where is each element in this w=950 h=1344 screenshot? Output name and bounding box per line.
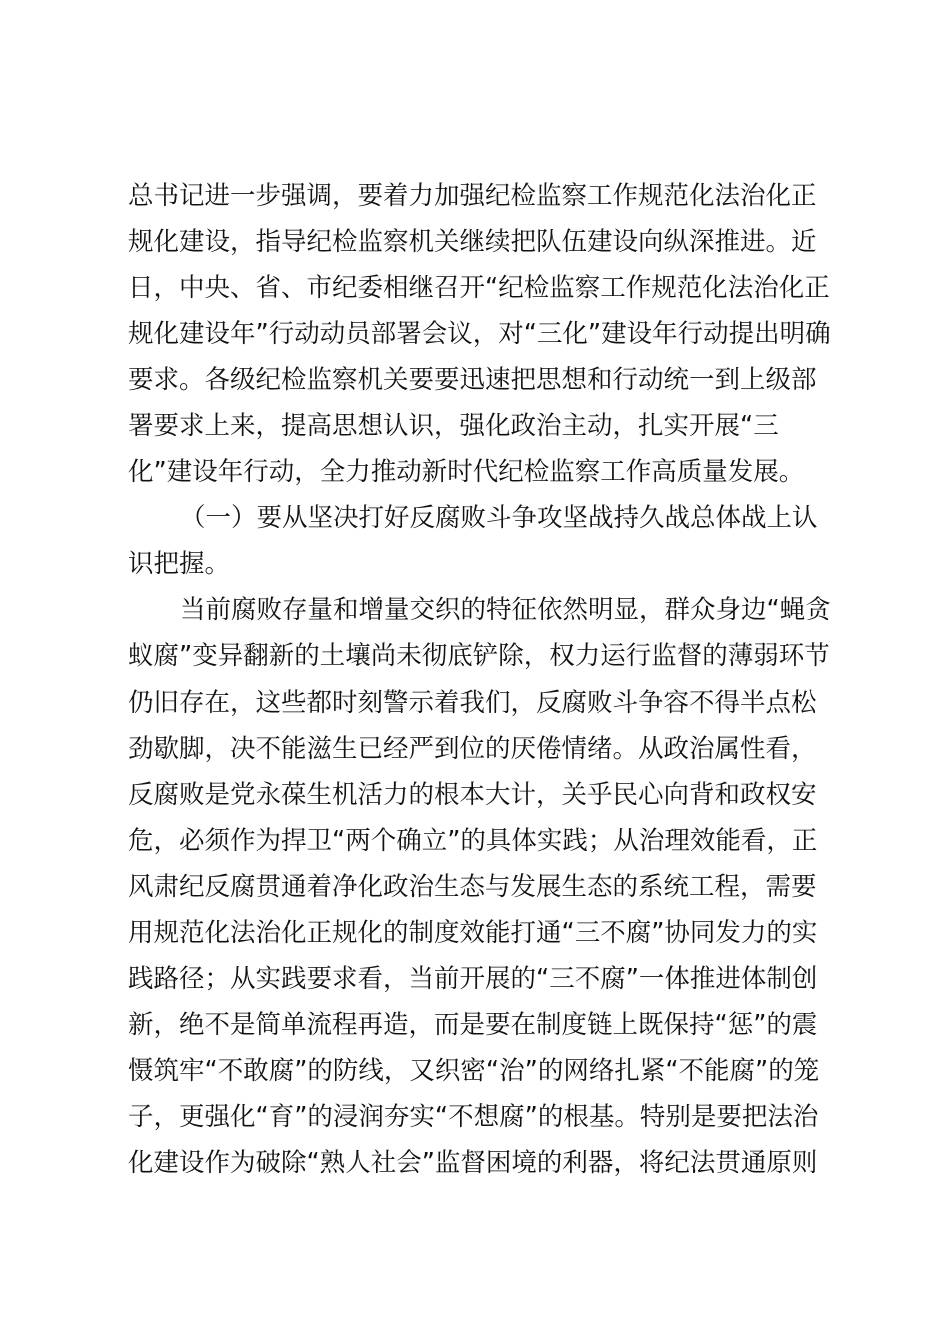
text-line: 蚁腐”变异翻新的土壤尚未彻底铲除，权力运行监督的薄弱环节 bbox=[128, 641, 830, 672]
text-line: 署要求上来，提高思想认识，强化政治主动，扎实开展“三 bbox=[128, 411, 779, 442]
section-heading: （一）要从坚决打好反腐败斗争攻坚战持久战总体战上认 bbox=[180, 503, 818, 534]
text-line: 劲歇脚，决不能滋生已经严到位的厌倦情绪。从政治属性看， bbox=[128, 733, 817, 764]
text-line: 危，必须作为捍卫“两个确立”的具体实践；从治理效能看，正 bbox=[128, 825, 818, 856]
text-line: 反腐败是党永葆生机活力的根本大计，关乎民心向背和政权安 bbox=[128, 779, 817, 810]
text-line: 日，中央、省、市纪委相继召开“纪检监察工作规范化法治化正 bbox=[128, 273, 830, 304]
text-line: 慑筑牢“不敢腐”的防线，又织密“治”的网络扎紧“不能腐”的笼 bbox=[128, 1055, 820, 1086]
text-line: 要求。各级纪检监察机关要要迅速把思想和行动统一到上级部 bbox=[128, 365, 817, 396]
paragraph-start: 当前腐败存量和增量交织的特征依然明显，群众身边“蝇贪 bbox=[180, 595, 831, 626]
document-body bbox=[128, 173, 833, 1186]
text-line: 用规范化法治化正规化的制度效能打通“三不腐”协同发力的实 bbox=[128, 917, 818, 948]
text-line: 仍旧存在，这些都时刻警示着我们，反腐败斗争容不得半点松 bbox=[128, 687, 817, 718]
text-line: 规化建设年”行动动员部署会议，对“三化”建设年行动提出明确 bbox=[128, 319, 831, 350]
text-line: 化”建设年行动，全力推动新时代纪检监察工作高质量发展。 bbox=[128, 457, 805, 488]
text-line: 化建设作为破除“熟人社会”监督困境的利器，将纪法贯通原则 bbox=[128, 1147, 818, 1178]
text-line: 总书记进一步强调，要着力加强纪检监察工作规范化法治化正 bbox=[128, 181, 817, 211]
text-line: 践路径；从实践要求看，当前开展的“三不腐”一体推进体制创 bbox=[128, 963, 818, 994]
text-line: 规化建设，指导纪检监察机关继续把队伍建设向纵深推进。近 bbox=[128, 227, 817, 258]
text-line: 风肃纪反腐贯通着净化政治生态与发展生态的系统工程，需要 bbox=[128, 871, 817, 902]
text-line: 子，更强化“育”的浸润夯实“不想腐”的根基。特别是要把法治 bbox=[128, 1101, 819, 1132]
section-heading-continuation: 识把握。 bbox=[128, 549, 231, 580]
text-line: 新，绝不是简单流程再造，而是要在制度链上既保持“惩”的震 bbox=[128, 1009, 818, 1040]
